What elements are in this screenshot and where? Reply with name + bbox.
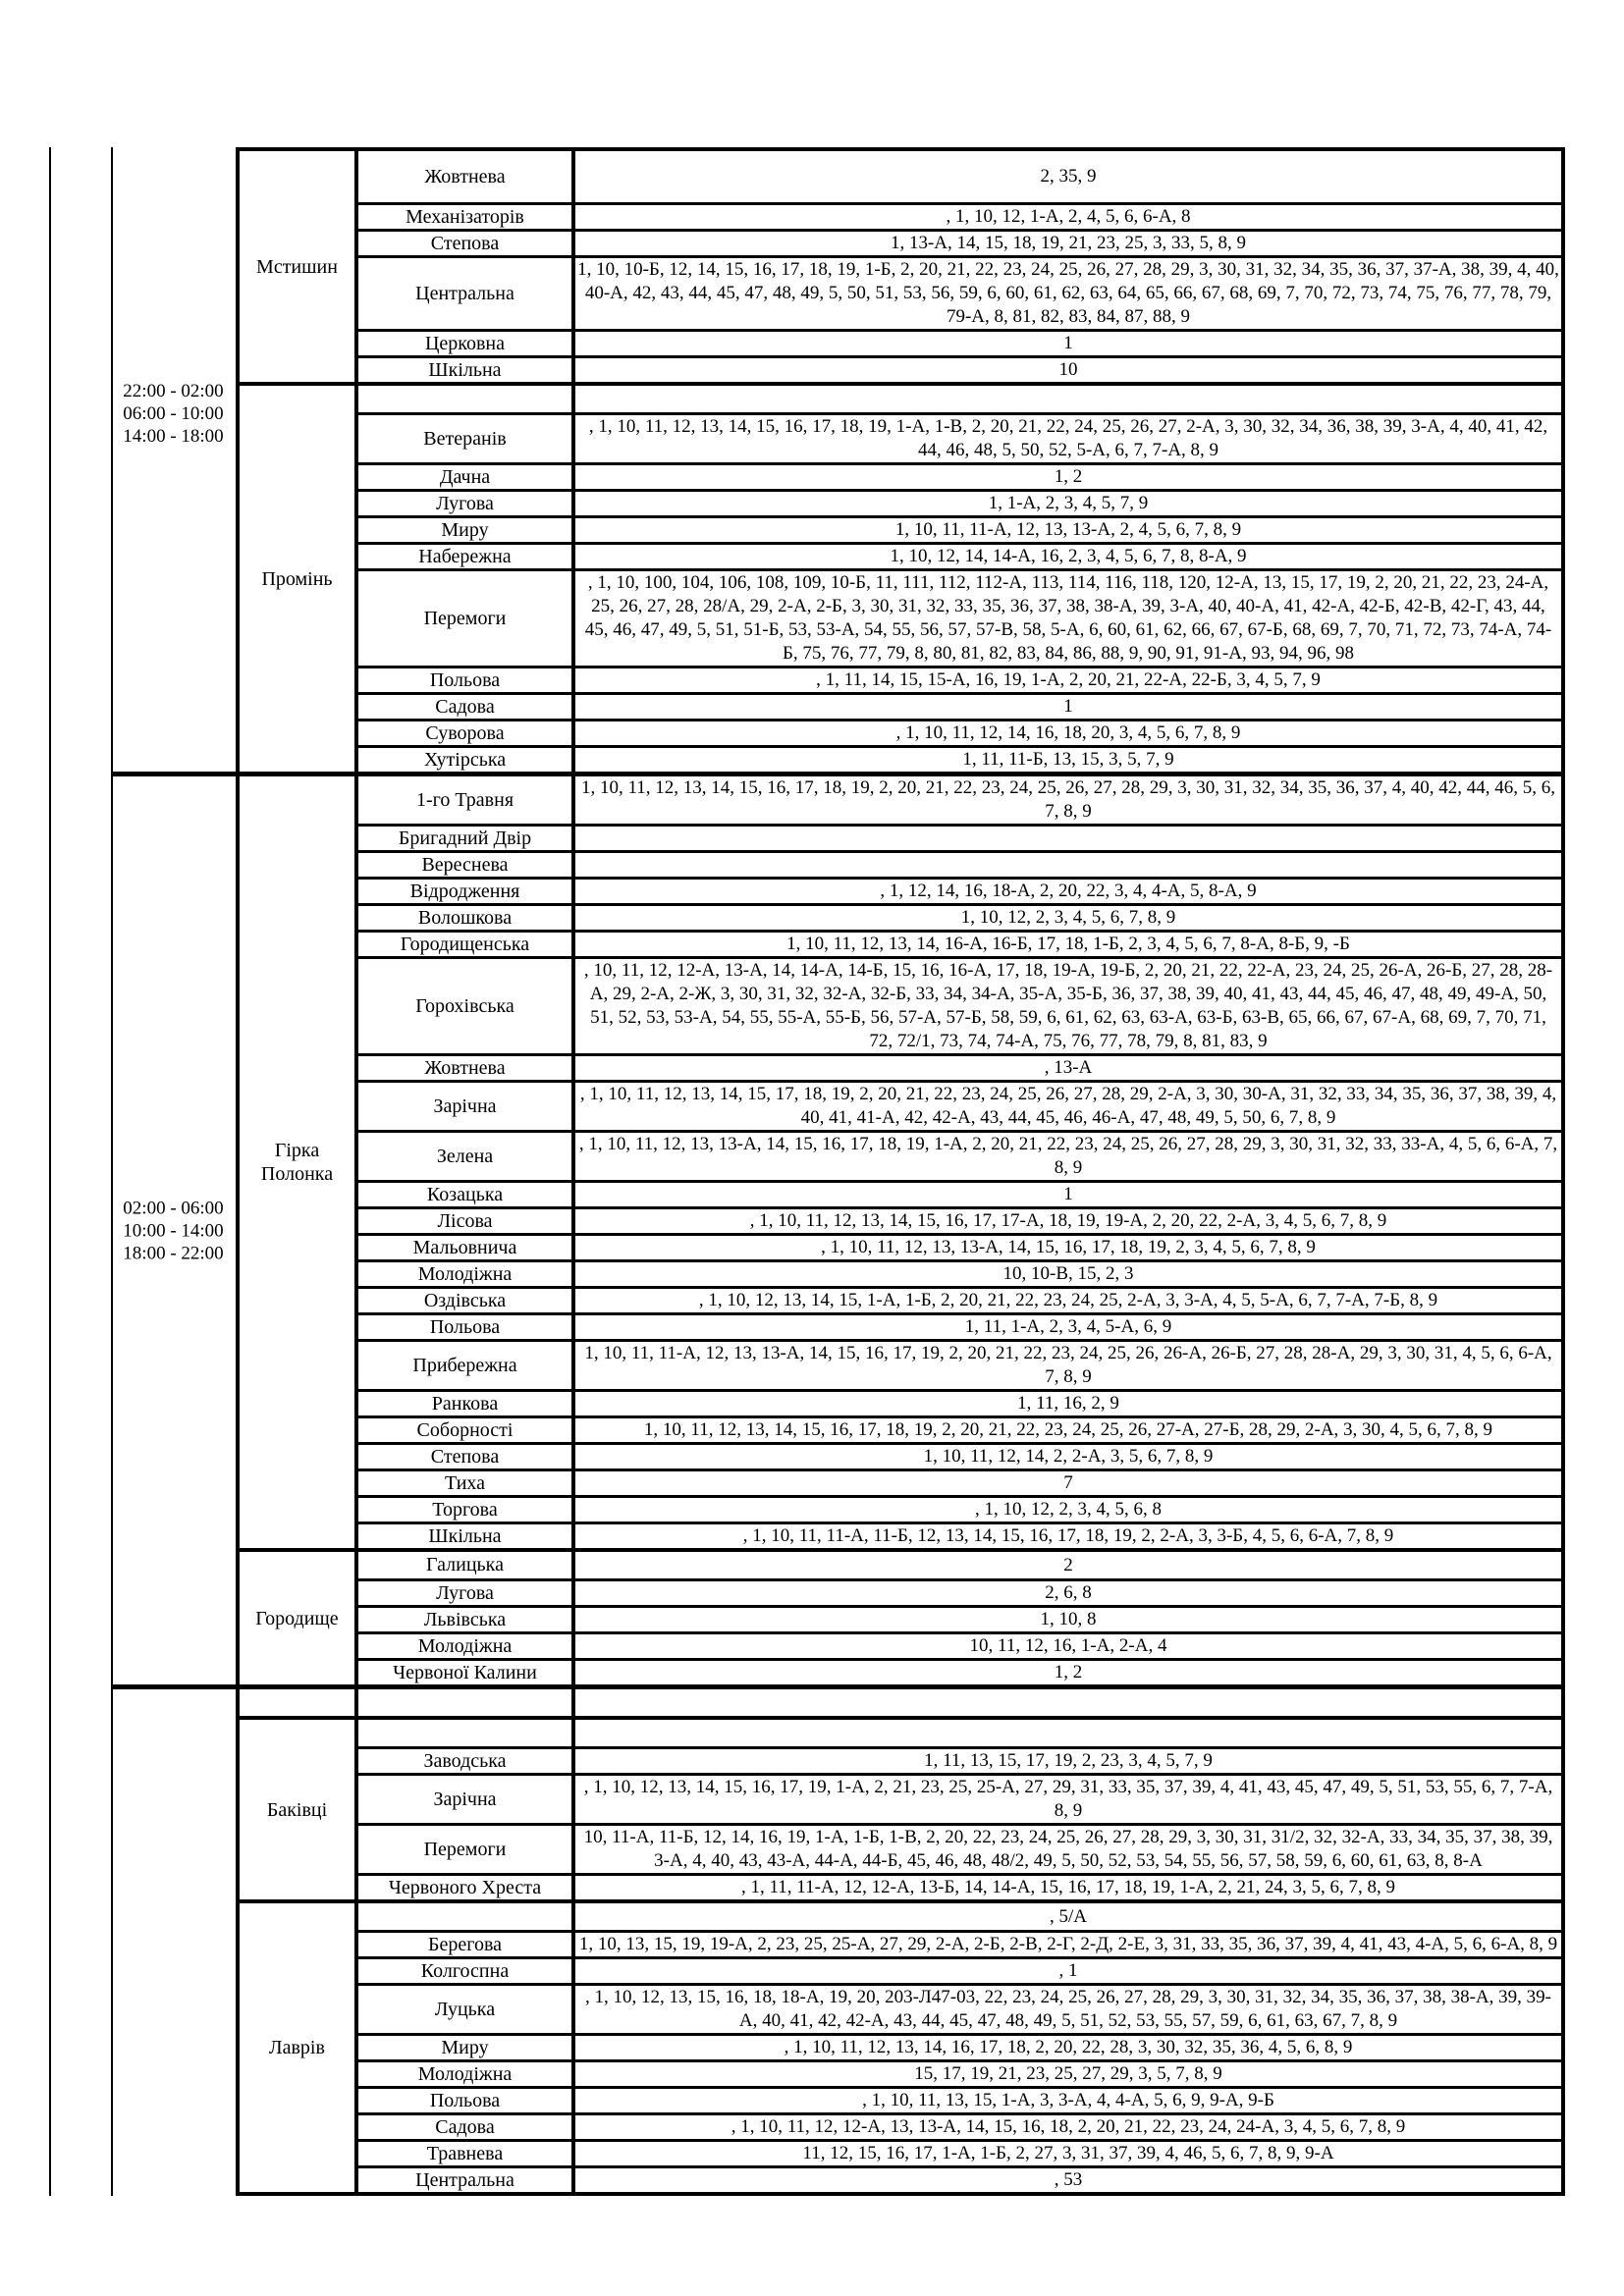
street-cell: Берегова <box>358 1933 575 1956</box>
schedule-row <box>358 2086 1561 2112</box>
numbers-cell: , 1, 11, 11-А, 12, 12-А, 13-Б, 14, 14-А, 15, 16, 17, 18, 19, 1-А, 2, 21, 24, 3, 5, 6, 7, 8, 9 <box>740 1877 1396 1897</box>
schedule-row <box>358 1720 1561 1746</box>
street-cell <box>358 386 575 412</box>
time-slot-label <box>111 380 236 448</box>
numbers-cell: , 1, 10, 11, 12, 13, 14, 15, 16, 17, 17-А, 18, 19, 19-А, 2, 20, 22, 2-А, 3, 4, 5, 6, 7, 8, 9 <box>749 1210 1387 1231</box>
numbers-cell: , 1, 11, 14, 15, 15-А, 16, 19, 1-А, 2, 20, 21, 22-А, 22-Б, 3, 4, 5, 7, 9 <box>816 669 1321 690</box>
numbers-cell: , 1, 10, 11, 12, 14, 16, 18, 20, 3, 4, 5, 6, 7, 8, 9 <box>895 722 1241 743</box>
schedule-row <box>358 903 1561 930</box>
numbers-cell: 15, 17, 19, 21, 23, 25, 27, 29, 3, 5, 7, 8, 9 <box>914 2063 1222 2084</box>
street-cell: Бригадний Двір <box>358 827 575 850</box>
schedule-row <box>358 850 1561 877</box>
numbers-cell: 10 <box>1058 359 1078 380</box>
schedule-row <box>358 1930 1561 1956</box>
schedule-row <box>358 2165 1561 2192</box>
schedule-row <box>358 930 1561 956</box>
street-cell: Червоного Хреста <box>358 1876 575 1899</box>
village-cell: Мстишин <box>240 151 358 382</box>
street-cell: Жовтнева <box>358 1056 575 1080</box>
numbers-cell: 1, 10, 11, 12, 14, 2, 2-А, 3, 5, 6, 7, 8, 9 <box>923 1446 1214 1467</box>
street-cell: Зелена <box>358 1133 575 1180</box>
schedule-row <box>358 2033 1561 2059</box>
street-rows <box>358 1689 1561 1716</box>
time-block <box>240 1684 1561 2192</box>
schedule-row <box>358 1339 1561 1389</box>
numbers-cell: 1 <box>1063 1184 1073 1204</box>
street-cell: Дачна <box>358 465 575 489</box>
numbers-cell: , 13-А <box>1044 1057 1093 1078</box>
schedule-row <box>358 692 1561 719</box>
street-cell: Зарічна <box>358 1083 575 1130</box>
numbers-cell: 2 <box>1063 1554 1073 1575</box>
street-cell: Лісова <box>358 1209 575 1233</box>
schedule-row <box>358 666 1561 692</box>
schedule-row <box>358 1312 1561 1339</box>
street-rows <box>358 776 1561 1548</box>
schedule-row <box>358 1658 1561 1684</box>
schedule-row <box>358 355 1561 382</box>
street-cell: Прибережна <box>358 1342 575 1389</box>
numbers-cell: , 1, 10, 12, 13, 14, 15, 16, 17, 19, 1-А, 2, 21, 23, 25, 25-А, 27, 29, 31, 33, 35, 37, 39, 4, 41, 43, 45, 47, 49, 5, 51, 53, 55, 6, 7, 7-А, 8, 9 <box>583 1777 1553 1821</box>
street-cell: Центральна <box>358 2168 575 2192</box>
numbers-cell: 1 <box>1063 333 1073 353</box>
street-cell: Перемоги <box>358 1826 575 1873</box>
numbers-cell: , 1, 10, 12, 13, 14, 15, 1-А, 1-Б, 2, 20, 21, 22, 23, 24, 25, 2-А, 3, 3-А, 4, 5, 5-А, 6, 7, 7-А, 7-Б, 8, 9 <box>698 1290 1438 1310</box>
street-cell: Галицька <box>358 1552 575 1578</box>
street-cell: Козацька <box>358 1183 575 1206</box>
schedule-row <box>358 1903 1561 1930</box>
schedule-row <box>358 568 1561 666</box>
street-cell: Церковна <box>358 332 575 355</box>
street-cell: Жовтнева <box>358 151 575 202</box>
time-slot-line: 22:00 - 02:00 <box>123 381 224 401</box>
village-cell: Баківці <box>240 1720 358 1899</box>
street-cell: Торгова <box>358 1498 575 1522</box>
numbers-cell: , 1, 10, 11, 13, 15, 1-А, 3, 3-А, 4, 4-А, 5, 6, 9, 9-А, 9-Б <box>862 2090 1274 2110</box>
schedule-row <box>358 386 1561 412</box>
numbers-cell: , 1 <box>1058 1960 1078 1981</box>
schedule-row <box>358 956 1561 1053</box>
numbers-cell: 1, 2 <box>1054 1662 1083 1682</box>
numbers-cell: , 1, 10, 11, 12, 13, 13-А, 14, 15, 16, 17, 18, 19, 2, 3, 4, 5, 6, 7, 8, 9 <box>821 1237 1316 1257</box>
schedule-row <box>358 877 1561 903</box>
numbers-cell: 1, 10, 8 <box>1040 1609 1097 1629</box>
street-cell: Польова <box>358 2089 575 2112</box>
street-cell: Волошкова <box>358 906 575 930</box>
numbers-cell: 10, 10-В, 15, 2, 3 <box>1002 1263 1134 1284</box>
numbers-cell: 10, 11, 12, 16, 1-А, 2-А, 4 <box>969 1635 1167 1656</box>
numbers-cell: , 1, 10, 12, 1-А, 2, 4, 5, 6, 6-А, 8 <box>946 206 1191 227</box>
street-cell: Оздівська <box>358 1289 575 1312</box>
village-group <box>240 1689 1561 1716</box>
street-cell: Соборності <box>358 1418 575 1442</box>
numbers-cell: , 10, 11, 12, 12-А, 13-А, 14, 14-А, 14-Б, 15, 16, 16-А, 17, 18, 19-А, 19-Б, 2, 20, 21, 22, 22-А, 23, 24, 25, 26-А, 26-Б, 27, 28, 28-А, 29, 2-А, 2-Ж, 3, 30, 31, 32, 32-А, 32-Б, 33, 34, 34-А, 35-А, 35-Б, 36, 37, 38, 39, 40, 41, 43, 44, 45, 46, 47, 48, 49, 49-А, 50, 51, 52, 53, 53-А, 54, 55, 55-А, 55-Б, 56, 57-А, 57-Б, 58, 59, 6, 61, 62, 63, 63-А, 63-Б, 63-В, 65, 66, 67, 67-А, 68, 69, 7, 70, 71, 72, 72/1, 73, 74, 74-А, 75, 76, 77, 78, 79, 8, 81, 83, 9 <box>583 960 1553 1051</box>
schedule-row <box>358 1522 1561 1548</box>
time-slot-line: 10:00 - 14:00 <box>123 1220 224 1241</box>
street-cell: Шкільна <box>358 1524 575 1548</box>
numbers-cell: 1, 10, 11, 12, 13, 14, 15, 16, 17, 18, 19, 2, 20, 21, 22, 23, 24, 25, 26, 27, 28, 29, 3, 30, 31, 32, 34, 35, 36, 37, 4, 40, 42, 44, 46, 5, 6, 7, 8, 9 <box>580 777 1556 822</box>
street-cell: Колгоспна <box>358 1959 575 1983</box>
street-rows <box>358 151 1561 382</box>
schedule-row <box>358 1495 1561 1522</box>
numbers-cell: 7 <box>1063 1472 1073 1493</box>
schedule-row <box>358 1206 1561 1233</box>
left-margin-rule <box>49 147 51 2196</box>
schedule-row <box>358 1983 1561 2033</box>
schedule-row <box>358 1578 1561 1605</box>
schedule-row <box>358 1180 1561 1206</box>
numbers-cell: 1, 13-А, 14, 15, 18, 19, 21, 23, 25, 3, 33, 5, 8, 9 <box>890 233 1247 253</box>
numbers-cell: , 1, 10, 12, 2, 3, 4, 5, 6, 8 <box>975 1499 1162 1520</box>
schedule-row <box>358 1552 1561 1578</box>
numbers-cell: 1, 10, 13, 15, 19, 19-А, 2, 23, 25, 25-А, 27, 29, 2-А, 2-Б, 2-В, 2-Г, 2-Д, 2-Е, 3, 31, 33, 35, 36, 37, 39, 4, 41, 43, 4-А, 5, 6, 6-А, 8, 9 <box>578 1934 1558 1954</box>
numbers-cell <box>575 853 1561 877</box>
numbers-cell: 1, 10, 12, 2, 3, 4, 5, 6, 7, 8, 9 <box>960 907 1176 928</box>
schedule-row <box>358 255 1561 329</box>
village-cell: Городище <box>240 1552 358 1684</box>
numbers-cell: , 1, 10, 12, 13, 15, 16, 18, 18-А, 19, 20, 203-Л47-03, 22, 23, 24, 25, 26, 27, 28, 29, 3, 30, 31, 32, 34, 35, 36, 37, 38, 38-А, 39, 39-А, 40, 41, 42, 42-А, 43, 44, 45, 47, 48, 49, 5, 51, 52, 53, 55, 57, 59, 6, 61, 63, 67, 7, 8, 9 <box>585 1987 1551 2031</box>
schedule-row <box>358 1956 1561 1983</box>
schedule-row <box>358 1286 1561 1312</box>
time-slot-line: 06:00 - 10:00 <box>123 403 224 424</box>
street-cell: Луцька <box>358 1986 575 2033</box>
schedule-row <box>358 1080 1561 1130</box>
numbers-cell: 11, 12, 15, 16, 17, 1-А, 1-Б, 2, 27, 3, 31, 37, 39, 4, 46, 5, 6, 7, 8, 9, 9-А <box>802 2143 1334 2163</box>
street-cell: Миру <box>358 2036 575 2059</box>
village-cell <box>240 1689 358 1716</box>
street-cell: Лугова <box>358 492 575 515</box>
street-cell: Шкільна <box>358 358 575 382</box>
numbers-cell: 1, 11, 11-Б, 13, 15, 3, 5, 7, 9 <box>962 749 1174 770</box>
street-cell: Набережна <box>358 545 575 568</box>
numbers-cell: , 1, 10, 11, 12, 13, 14, 15, 17, 18, 19, 2, 20, 21, 22, 23, 24, 25, 26, 27, 28, 29, 2-А, 3, 30, 30-А, 31, 32, 33, 34, 35, 36, 37, 38, 39, 4, 40, 41, 41-А, 42, 42-А, 43, 44, 45, 46, 46-А, 47, 48, 49, 5, 50, 6, 7, 8, 9 <box>579 1084 1557 1128</box>
numbers-cell: , 1, 10, 100, 104, 106, 108, 109, 10-Б, 11, 111, 112, 112-А, 113, 114, 116, 118, 120, 12-А, 13, 15, 17, 19, 2, 20, 21, 22, 23, 24-А, 25, 26, 27, 28, 28/А, 29, 2-А, 2-Б, 3, 30, 31, 32, 33, 35, 36, 37, 38, 38-А, 39, 3-А, 40, 40-А, 41, 42-А, 42-Б, 42-В, 42-Г, 43, 44, 45, 46, 47, 49, 5, 51, 51-Б, 53, 53-А, 54, 55, 56, 57, 57-В, 58, 5-А, 6, 60, 61, 62, 66, 67, 67-Б, 68, 69, 7, 70, 71, 72, 73, 74-А, 74-Б, 75, 76, 77, 79, 8, 80, 81, 82, 83, 84, 86, 88, 9, 90, 91, 91-А, 93, 94, 96, 98 <box>584 572 1552 664</box>
schedule-row <box>358 745 1561 772</box>
numbers-cell: 1, 2 <box>1054 466 1083 487</box>
time-slot-line: 18:00 - 22:00 <box>123 1243 224 1263</box>
schedule-row <box>358 542 1561 568</box>
numbers-cell: 1 <box>1063 696 1073 717</box>
street-cell: Лугова <box>358 1581 575 1605</box>
street-cell: Травнева <box>358 2142 575 2165</box>
street-cell: Молодіжна <box>358 2062 575 2086</box>
street-cell: Вереснева <box>358 853 575 877</box>
street-cell: Садова <box>358 2115 575 2139</box>
numbers-cell: , 1, 10, 11, 12, 13, 14, 16, 17, 18, 2, 20, 22, 28, 3, 30, 32, 35, 36, 4, 5, 6, 8, 9 <box>784 2037 1353 2057</box>
village-group <box>240 151 1561 382</box>
street-cell: Молодіжна <box>358 1262 575 1286</box>
street-cell: Ранкова <box>358 1392 575 1415</box>
village-group <box>240 776 1561 1548</box>
street-cell: Садова <box>358 695 575 719</box>
numbers-cell: , 1, 10, 11, 11-А, 11-Б, 12, 13, 14, 15, 16, 17, 18, 19, 2, 2-А, 3, 3-Б, 4, 5, 6, 6-А, 7, 8, 9 <box>742 1525 1394 1546</box>
schedule-row <box>358 1773 1561 1823</box>
street-cell: Зарічна <box>358 1776 575 1823</box>
numbers-cell: 1, 10, 11, 12, 13, 14, 15, 16, 17, 18, 19, 2, 20, 21, 22, 23, 24, 25, 26, 27-А, 27-Б, 28, 29, 2-А, 3, 30, 4, 5, 6, 7, 8, 9 <box>643 1419 1493 1440</box>
schedule-row <box>358 1442 1561 1468</box>
schedule-row <box>358 1259 1561 1286</box>
numbers-cell: , 1, 12, 14, 16, 18-А, 2, 20, 22, 3, 4, 4-А, 5, 8-А, 9 <box>880 881 1257 901</box>
street-cell <box>358 1903 575 1930</box>
street-cell: Мальовнича <box>358 1236 575 1259</box>
street-cell: Перемоги <box>358 571 575 666</box>
numbers-cell: 2, 35, 9 <box>1040 166 1097 187</box>
village-group <box>240 1899 1561 2192</box>
street-cell <box>358 1689 575 1716</box>
schedule-row <box>358 329 1561 355</box>
numbers-cell: 1, 1-А, 2, 3, 4, 5, 7, 9 <box>988 493 1149 513</box>
time-block <box>123 151 1561 772</box>
time-block <box>123 772 1561 1684</box>
street-cell: Ветеранів <box>358 415 575 462</box>
street-rows <box>358 1552 1561 1684</box>
outage-schedule-table <box>123 147 1565 2196</box>
time-slot-line: 02:00 - 06:00 <box>123 1198 224 1218</box>
numbers-cell: , 53 <box>1054 2169 1083 2190</box>
numbers-cell: 1, 10, 11, 11-А, 12, 13, 13-А, 2, 4, 5, 6, 7, 8, 9 <box>894 519 1242 540</box>
schedule-row <box>358 1746 1561 1773</box>
time-slot-line: 14:00 - 18:00 <box>123 426 224 447</box>
numbers-cell: , 1, 10, 11, 12, 13, 13-А, 14, 15, 16, 17, 18, 19, 1-А, 2, 20, 21, 22, 23, 24, 25, 26, 27, 28, 29, 3, 30, 31, 32, 33, 33-А, 4, 5, 6, 6-А, 7, 8, 9 <box>578 1134 1558 1178</box>
schedule-row <box>358 1233 1561 1259</box>
street-cell <box>358 1720 575 1746</box>
schedule-row <box>358 1631 1561 1658</box>
schedule-row <box>358 1605 1561 1631</box>
time-slot-label <box>111 1197 236 1264</box>
numbers-cell <box>575 1689 1561 1716</box>
numbers-cell: 1, 10, 10-Б, 12, 14, 15, 16, 17, 18, 19, 1-Б, 2, 20, 21, 22, 23, 24, 25, 26, 27, 28, 29, 3, 30, 31, 32, 34, 35, 36, 37, 37-А, 38, 39, 4, 40, 40-А, 42, 43, 44, 45, 47, 48, 49, 5, 50, 51, 53, 56, 59, 6, 60, 61, 62, 63, 64, 65, 66, 67, 68, 69, 7, 70, 72, 73, 74, 75, 76, 77, 78, 79, 79-А, 8, 81, 82, 83, 84, 87, 88, 9 <box>577 259 1559 327</box>
street-cell: Тиха <box>358 1471 575 1495</box>
schedule-row <box>358 151 1561 202</box>
street-rows <box>358 1720 1561 1899</box>
street-rows <box>358 1903 1561 2192</box>
schedule-row <box>358 202 1561 229</box>
numbers-cell: 10, 11-А, 11-Б, 12, 14, 16, 19, 1-А, 1-Б, 1-В, 2, 20, 22, 23, 24, 25, 26, 27, 28, 29, 3, 30, 31, 31/2, 32, 32-А, 33, 34, 35, 37, 38, 39, 3-А, 4, 40, 43, 43-А, 44-А, 44-Б, 45, 46, 48, 48/2, 49, 5, 50, 52, 53, 54, 55, 56, 57, 58, 59, 6, 60, 61, 63, 8, 8-А <box>583 1827 1553 1871</box>
street-cell: Механізаторів <box>358 205 575 229</box>
village-cell: Промінь <box>240 386 358 772</box>
numbers-cell <box>575 386 1561 412</box>
street-cell: Миру <box>358 518 575 542</box>
street-rows <box>358 386 1561 772</box>
street-cell: Відродження <box>358 880 575 903</box>
schedule-row <box>358 824 1561 850</box>
schedule-row <box>358 1130 1561 1180</box>
street-cell: Хутірська <box>358 748 575 772</box>
schedule-row <box>358 776 1561 824</box>
street-cell: Молодіжна <box>358 1634 575 1658</box>
schedule-row <box>358 489 1561 515</box>
schedule-row <box>358 462 1561 489</box>
numbers-cell <box>575 827 1561 850</box>
schedule-row <box>358 1468 1561 1495</box>
village-cell: Лаврів <box>240 1903 358 2192</box>
schedule-row <box>358 1689 1561 1716</box>
numbers-cell: , 5/А <box>1050 1905 1087 1927</box>
schedule-row <box>358 2059 1561 2086</box>
schedule-row <box>358 1823 1561 1873</box>
numbers-cell: 1, 10, 11, 11-А, 12, 13, 13-А, 14, 15, 16, 17, 19, 2, 20, 21, 22, 23, 24, 25, 26, 26-А, 26-Б, 27, 28, 28-А, 29, 3, 30, 31, 4, 5, 6, 6-А, 7, 8, 9 <box>584 1343 1552 1387</box>
street-cell: Степова <box>358 232 575 255</box>
schedule-row <box>358 1415 1561 1442</box>
schedule-row <box>358 2112 1561 2139</box>
numbers-cell: , 1, 10, 11, 12, 12-А, 13, 13-А, 14, 15, 16, 18, 2, 20, 21, 22, 23, 24, 24-А, 3, 4, 5, 6, 7, 8, 9 <box>731 2116 1406 2137</box>
street-cell: Центральна <box>358 258 575 329</box>
schedule-row <box>358 229 1561 255</box>
schedule-row <box>358 1389 1561 1415</box>
village-group <box>240 1716 1561 1899</box>
numbers-cell: 2, 6, 8 <box>1045 1582 1092 1603</box>
numbers-cell <box>575 1720 1561 1746</box>
numbers-cell: 1, 10, 11, 12, 13, 14, 16-А, 16-Б, 17, 18, 1-Б, 2, 3, 4, 5, 6, 7, 8-А, 8-Б, 9, -Б <box>786 934 1350 954</box>
numbers-cell: 1, 11, 1-А, 2, 3, 4, 5-А, 6, 9 <box>964 1316 1172 1337</box>
street-cell: Польова <box>358 1315 575 1339</box>
numbers-cell: , 1, 10, 11, 12, 13, 14, 15, 16, 17, 18, 19, 1-А, 1-В, 2, 20, 21, 22, 24, 25, 26, 27, 2-А, 3, 30, 32, 34, 36, 38, 39, 3-А, 4, 40, 41, 42, 44, 46, 48, 5, 50, 52, 5-А, 6, 7, 7-А, 8, 9 <box>588 416 1548 460</box>
street-cell: Червоної Калини <box>358 1661 575 1684</box>
street-cell: Горохівська <box>358 959 575 1053</box>
schedule-row <box>358 1053 1561 1080</box>
time-column-rule <box>111 147 113 2196</box>
street-cell: Польова <box>358 668 575 692</box>
street-cell: Суворова <box>358 721 575 745</box>
numbers-cell: 1, 11, 13, 15, 17, 19, 2, 23, 3, 4, 5, 7, 9 <box>924 1750 1213 1771</box>
village-group <box>240 382 1561 772</box>
numbers-cell: 1, 11, 16, 2, 9 <box>1017 1393 1119 1414</box>
schedule-row <box>358 1873 1561 1899</box>
street-cell: Городищенська <box>358 933 575 956</box>
numbers-cell: 1, 10, 12, 14, 14-А, 16, 2, 3, 4, 5, 6, 7, 8, 8-А, 9 <box>890 546 1247 566</box>
street-cell: Львівська <box>358 1608 575 1631</box>
street-cell: Заводська <box>358 1749 575 1773</box>
schedule-row <box>358 412 1561 462</box>
schedule-row <box>358 2139 1561 2165</box>
street-cell: 1-го Травня <box>358 776 575 824</box>
schedule-row <box>358 515 1561 542</box>
village-group <box>240 1548 1561 1684</box>
schedule-row <box>358 719 1561 745</box>
street-cell: Степова <box>358 1445 575 1468</box>
village-cell: Гірка Полонка <box>240 776 358 1548</box>
